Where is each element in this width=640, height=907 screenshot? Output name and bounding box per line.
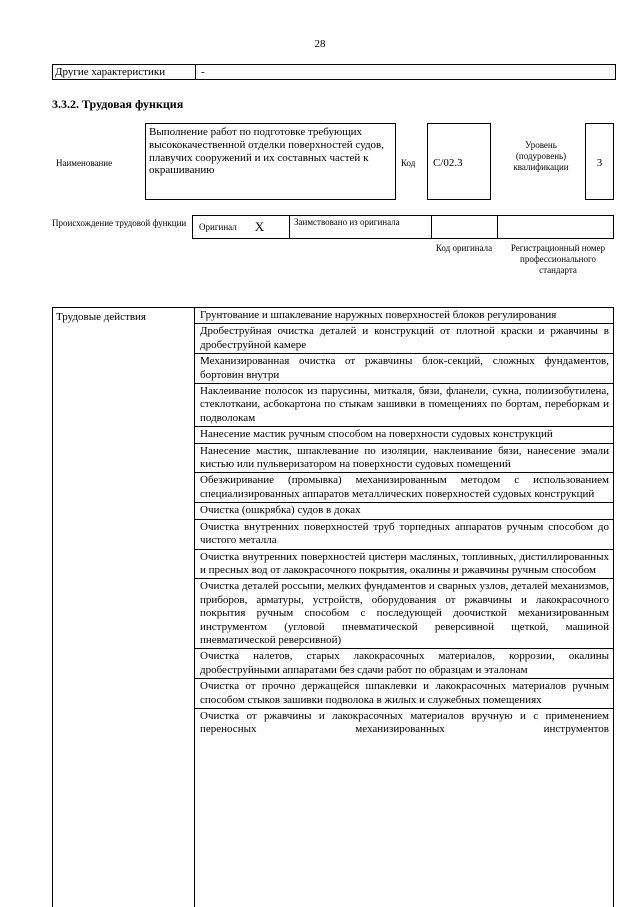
labor-action-item: Очистка (ошкрябка) судов в доках [195,503,613,519]
labor-action-item: Очистка внутренних поверхностей цистерн масляных, топливных, дистиллированных и пресных вод от лакокрасочного покрытия, окалины и ржавчины ручным способом [195,550,613,580]
labor-action-item: Нанесение мастик, шпаклевание по изоляции, наклеивание бязи, нанесение эмали кистью или пульверизатором на поверхности судовых помещений [195,444,613,474]
naming-value: Выполнение работ по подготовке требующих высококачественной отделки поверхностей судов, плавучих сооружений и их составных частей к окрашиванию [145,123,396,200]
origin-label: Происхождение трудовой функции [52,218,187,228]
origin-original-label: Оригинал [199,222,237,232]
code-label: Код [401,158,416,168]
labor-action-item: Очистка от прочно держащейся шпаклевки и лакокрасочных материалов ручным способом стыков зашивки подволока в жилых и служебных помещениях [195,679,613,709]
origin-code-cell [432,215,498,239]
labor-action-item: Очистка деталей россыпи, мелких фундаментов и сварных узлов, деталей механизмов, приборов, арматуры, устройств, оборудования от ржавчины и лакокрасочного покрытия ручным способом с последующей доочисткой механизированным инструментом (угловой пневматической реверсивной щеткой, машиной пневматической реверсивной) [195,579,613,649]
labor-actions-header: Трудовые действия [53,308,195,907]
labor-action-item: Дробеструйная очистка деталей и конструкций от плотной краски и ржавчины в дробеструйной камере [195,324,613,354]
labor-action-item: Очистка от ржавчины и лакокрасочных материалов вручную и с применением переносных механизированных инструментов [200,709,609,736]
origin-row [192,215,614,239]
code-original-label: Код оригинала [435,243,493,253]
origin-borrowed-label: Заимствовано из оригинала [290,215,432,239]
labor-action-item: Наклеивание полосок из парусины, миткаля, бязи, фланели, сукна, полиизобутилена, стеклоткани, асбокартона по стыкам зашивки в помещениях по бортам, переборкам и подволокам [195,384,613,427]
labor-actions-table [52,307,614,907]
naming-label: Наименование [56,158,113,168]
code-value: С/02.3 [427,123,491,200]
origin-original-mark: X [254,219,265,234]
origin-original-cell [192,215,290,239]
qualification-level-value: 3 [585,123,614,200]
other-characteristics-row [52,64,616,80]
section-title: 3.3.2. Трудовая функция [52,97,184,111]
labor-action-item: Нанесение мастик ручным способом на поверхности судовых конструкций [195,427,613,443]
other-characteristics-label: Другие характеристики [53,65,196,79]
labor-action-item: Механизированная очистка от ржавчины блок-секций, сложных фундаментов, бортовин внутри [195,354,613,384]
labor-action-item: Очистка налетов, старых лакокрасочных материалов, коррозии, окалины дробеструйными аппаратами без сдачи работ по образцам и эталонам [195,649,613,679]
origin-reg-number-cell [498,215,614,239]
page-number: 28 [314,38,326,50]
qualification-level-label: Уровень (подуровень) квалификации [513,140,569,172]
labor-action-item: Грунтование и шпаклевание наружных поверхностей блоков регулирования [195,308,613,324]
labor-action-item: Обезжиривание (промывка) механизированным методом с использованием специализированных аппаратов металлических поверхностей судовых конструкций [195,473,613,503]
labor-action-item: Очистка внутренних поверхностей труб торпедных аппаратов ручным способом до чистого металла [195,520,613,550]
labor-actions-list [195,308,613,907]
other-characteristics-value: - [201,66,205,78]
reg-number-label: Регистрационный номер профессионального стандарта [510,243,606,275]
